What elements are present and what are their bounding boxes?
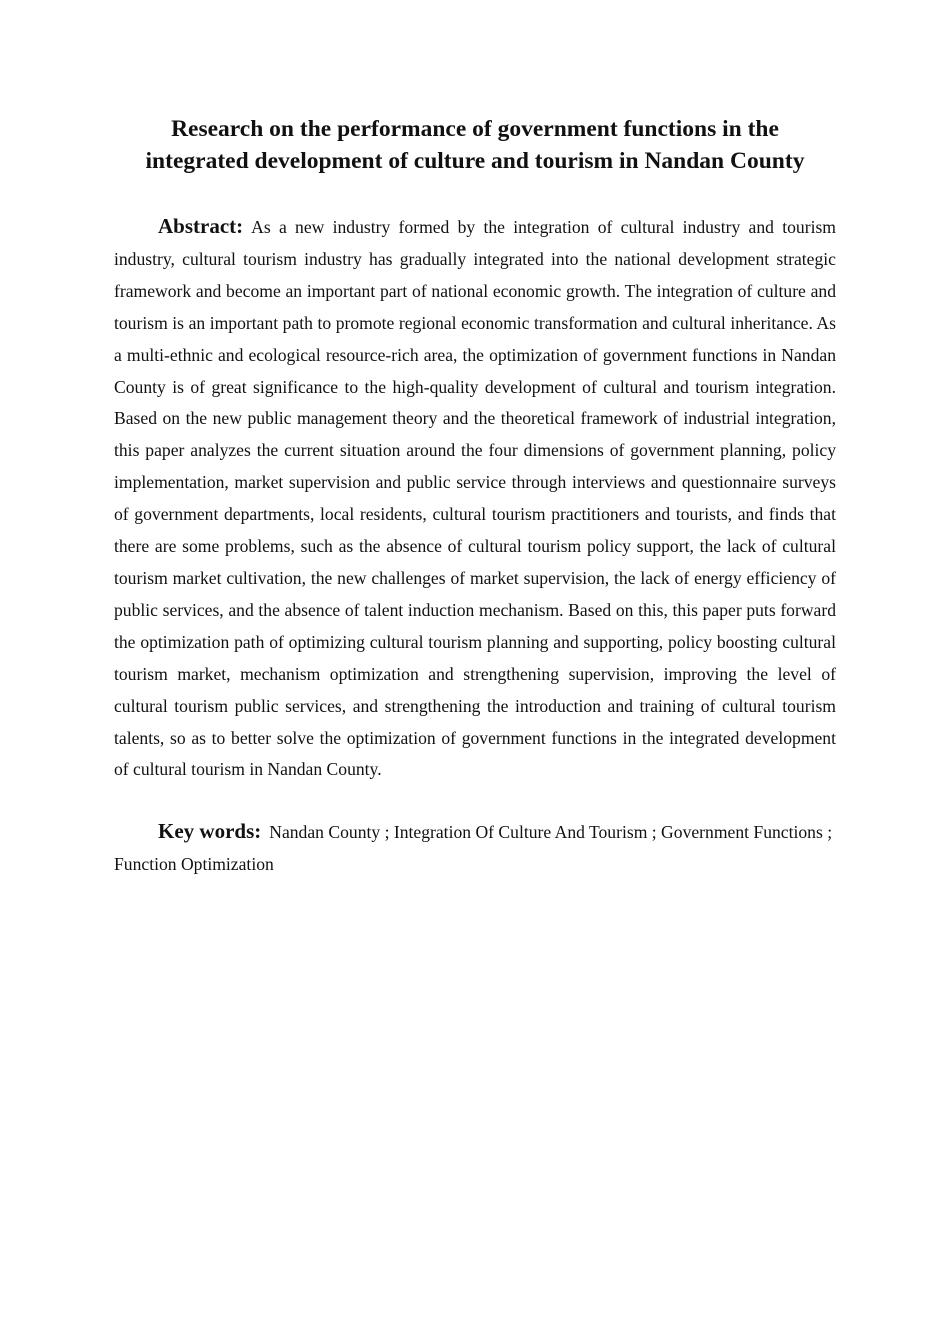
keywords-paragraph (114, 816, 836, 881)
abstract-text: As a new industry formed by the integration of cultural industry and tourism industry, cultural tourism industry has gradually integrated into the national development strategic framework and become an important part of national economic growth. The integration of culture and tourism is an important path to promote regional economic transformation and cultural inheritance. As a multi-ethnic and ecological resource-rich area, the optimization of government functions in Nandan County is of great significance to the high-quality development of cultural and tourism integration. Based on the new public management theory and the theoretical framework of industrial integration, this paper analyzes the current situation around the four dimensions of government planning, policy implementation, market supervision and public service through interviews and questionnaire surveys of government departments, local residents, cultural tourism practitioners and tourists, and finds that there are some problems, such as the absence of cultural tourism policy support, the lack of cultural tourism market cultivation, the new challenges of market supervision, the lack of energy efficiency of public services, and the absence of talent induction mechanism. Based on this, this paper puts forward the optimization path of optimizing cultural tourism planning and supporting, policy boosting cultural tourism market, mechanism optimization and strengthening supervision, improving the level of cultural tourism public services, and strengthening the introduction and training of cultural tourism talents, so as to better solve the optimization of government functions in the integrated development of cultural tourism in Nandan County. (114, 217, 836, 780)
abstract-paragraph (114, 211, 836, 786)
title-line-1: Research on the performance of government functions in the (171, 116, 779, 142)
keywords-heading: Key words: (158, 819, 262, 844)
title-line-2: integrated development of culture and tourism in Nandan County (145, 148, 805, 174)
document-title (114, 113, 836, 177)
keywords-text: Nandan County ; Integration Of Culture And Tourism ; Government Functions ; Function Optimization (114, 822, 833, 875)
document-page (114, 113, 836, 881)
abstract-separator: : (236, 214, 244, 238)
abstract-heading: Abstract (158, 214, 237, 238)
